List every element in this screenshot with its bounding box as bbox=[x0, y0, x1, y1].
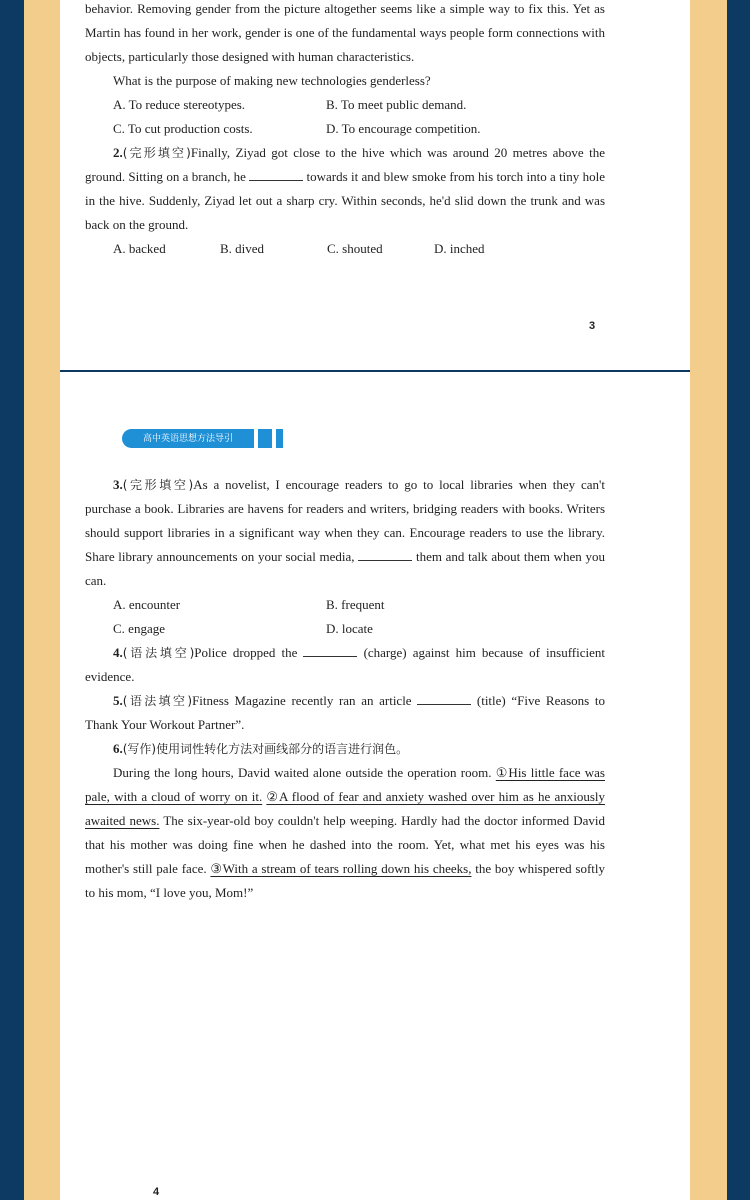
option-a: A. encounter bbox=[113, 597, 181, 612]
question-type-tag: (语法填空) bbox=[122, 646, 195, 660]
answer-blank bbox=[303, 644, 357, 657]
question-number: 3. bbox=[113, 477, 123, 492]
right-gold-stripe bbox=[690, 0, 727, 1200]
question-number: 4. bbox=[113, 645, 123, 660]
question-6 bbox=[85, 737, 605, 761]
option-row bbox=[85, 593, 605, 617]
answer-blank bbox=[417, 692, 471, 705]
question-text: Police dropped the bbox=[194, 645, 304, 660]
passage-text: the boy whispered softly to his mom, “I love you, Mom!” bbox=[85, 861, 605, 900]
header-bar bbox=[258, 429, 272, 448]
passage-text: During the long hours, David waited alone outside the operation room. bbox=[113, 765, 496, 780]
page-4-content bbox=[85, 473, 605, 905]
passage-text: The six-year-old boy couldn't help weeping. Hardly had the doctor informed David that his mother was doing fine when he dashed into the room. Yet, what met his eyes was his mother's still pale face. bbox=[85, 813, 605, 876]
page-3-content bbox=[85, 0, 605, 261]
question-type-tag: (完形填空) bbox=[122, 478, 194, 492]
option-row bbox=[85, 617, 605, 641]
passage-paragraph: behavior. Removing gender from the picture altogether seems like a simple way to fix this. Yet as Martin has found in her work, gender is one of the fundamental ways people form connections with objects, particularly those designed with human characteristics. bbox=[85, 1, 605, 64]
option-b: B. frequent bbox=[326, 597, 385, 612]
option-a: A. backed bbox=[113, 241, 166, 256]
question-text: (title) “Five Reasons to Thank Your Workout Partner”. bbox=[85, 693, 605, 732]
option-c: C. To cut production costs. bbox=[113, 121, 253, 136]
option-row bbox=[85, 93, 605, 117]
option-d: D. To encourage competition. bbox=[326, 121, 481, 136]
answer-blank bbox=[358, 548, 412, 561]
underlined-sentence-2: ②A flood of fear and anxiety washed over him as he anxiously awaited news. bbox=[85, 789, 605, 828]
question-text: As a novelist, I encourage readers to go to local libraries when they can't purchase a book. Libraries are havens for readers and writers, bridging readers with books. Writers should support libraries in a significant way when they can. Encourage readers to use the library. Share library announcements on your social media, bbox=[85, 477, 605, 564]
question-type-tag: (写作) bbox=[122, 742, 157, 756]
option-b: B. To meet public demand. bbox=[326, 97, 467, 112]
question-text: (charge) against him because of insufficient evidence. bbox=[85, 645, 605, 684]
option-c: C. engage bbox=[113, 621, 165, 636]
page-number: 3 bbox=[589, 320, 596, 332]
page-number: 4 bbox=[153, 1186, 160, 1198]
left-gold-stripe bbox=[24, 0, 60, 1200]
header-bar bbox=[276, 429, 283, 448]
question-number: 2. bbox=[113, 145, 123, 160]
question-type-tag: (语法填空) bbox=[122, 694, 193, 708]
question-4 bbox=[85, 641, 605, 689]
writing-passage bbox=[85, 761, 605, 905]
question-text: Fitness Magazine recently ran an article bbox=[192, 693, 418, 708]
question-text: Finally, Ziyad got close to the hive which was around 20 metres above the ground. Sitting on a branch, he bbox=[85, 145, 605, 184]
question-5 bbox=[85, 689, 605, 737]
question-instruction: 使用词性转化方法对画线部分的语言进行润色。 bbox=[156, 742, 409, 756]
question-text: towards it and blew smoke from his torch into a tiny hole in the hive. Suddenly, Ziyad let out a sharp cry. Within seconds, he'd slid down the trunk and was back on the ground. bbox=[85, 169, 605, 232]
option-c: C. shouted bbox=[327, 241, 383, 256]
answer-blank bbox=[249, 168, 303, 181]
option-d: D. inched bbox=[434, 241, 485, 256]
question-2 bbox=[85, 141, 605, 237]
option-d: D. locate bbox=[326, 621, 373, 636]
option-a: A. To reduce stereotypes. bbox=[113, 97, 246, 112]
underlined-sentence-1: ①His little face was pale, with a cloud of worry on it. bbox=[85, 765, 605, 804]
option-row bbox=[85, 117, 605, 141]
underlined-sentence-3: ③With a stream of tears rolling down his cheeks, bbox=[210, 861, 472, 876]
question-number: 6. bbox=[113, 741, 123, 756]
option-row bbox=[85, 237, 605, 261]
question-text: them and talk about them when you can. bbox=[85, 549, 606, 588]
option-b: B. dived bbox=[220, 241, 265, 256]
question-text: What is the purpose of making new technologies genderless? bbox=[113, 73, 431, 88]
question-number: 5. bbox=[113, 693, 123, 708]
header-title: 高中英语思想方法导引 bbox=[122, 429, 254, 448]
question-type-tag: (完形填空) bbox=[122, 146, 191, 160]
question-3 bbox=[85, 473, 605, 593]
